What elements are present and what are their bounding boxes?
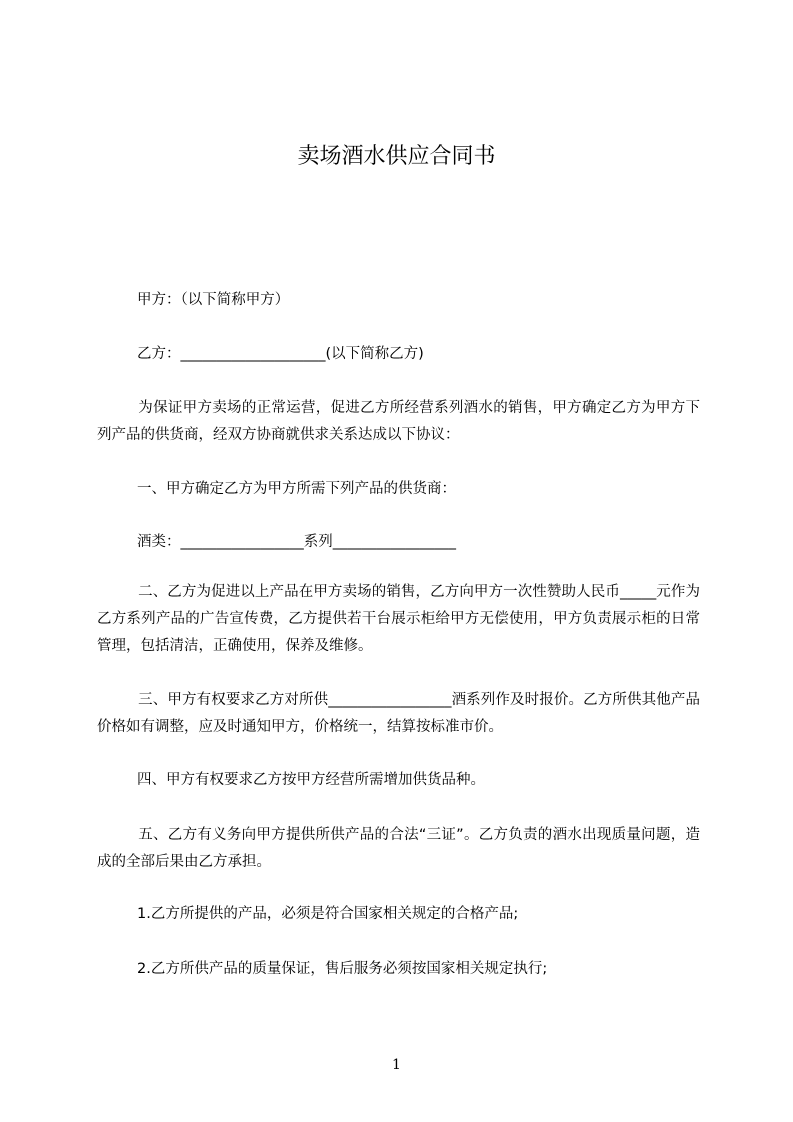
party-b-line: 乙方：____________________(以下简称乙方)	[137, 346, 424, 362]
clause-3-text: 三、甲方有权要求乙方对所供_________________酒系列作及时报价。乙方所供其他产品价格如有调整，应及时通知甲方，价格统一，结算按标准市价。	[97, 692, 700, 735]
clause-1: 一、甲方确定乙方为甲方所需下列产品的供货商：	[137, 481, 456, 497]
clause-5-paragraph	[97, 822, 700, 876]
page-number: 1	[392, 1057, 401, 1073]
list-item-1: 1.乙方所提供的产品，必须是符合国家相关规定的合格产品;	[137, 906, 519, 922]
clause-2-text: 二、乙方为促进以上产品在甲方卖场的销售，乙方向甲方一次性赞助人民币_____元作为乙方系列产品的广告宣传费，乙方提供若干台展示柜给甲方无偿使用，甲方负责展示柜的日常管理，包括清洁，正确使用，保养及维修。	[97, 584, 700, 654]
intro-text: 为保证甲方卖场的正常运营，促进乙方所经营系列酒水的销售，甲方确定乙方为甲方下列产品的供货商，经双方协商就供求关系达成以下协议：	[97, 400, 700, 443]
clause-2-paragraph	[97, 579, 700, 660]
intro-paragraph	[97, 395, 700, 449]
clause-5-text: 五、乙方有义务向甲方提供所供产品的合法“三证”。乙方负责的酒水出现质量问题，造成的全部后果由乙方承担。	[97, 827, 700, 870]
party-a-line: 甲方：（以下简称甲方）	[137, 292, 290, 308]
document-title: 卖场酒水供应合同书	[297, 144, 496, 169]
clause-4: 四、甲方有权要求乙方按甲方经营所需增加供货品种。	[137, 772, 485, 788]
clause-3-paragraph	[97, 687, 700, 741]
wine-type-line: 酒类：_________________系列_________________	[137, 534, 456, 550]
list-item-2: 2.乙方所供产品的质量保证，售后服务必须按国家相关规定执行;	[137, 961, 548, 977]
